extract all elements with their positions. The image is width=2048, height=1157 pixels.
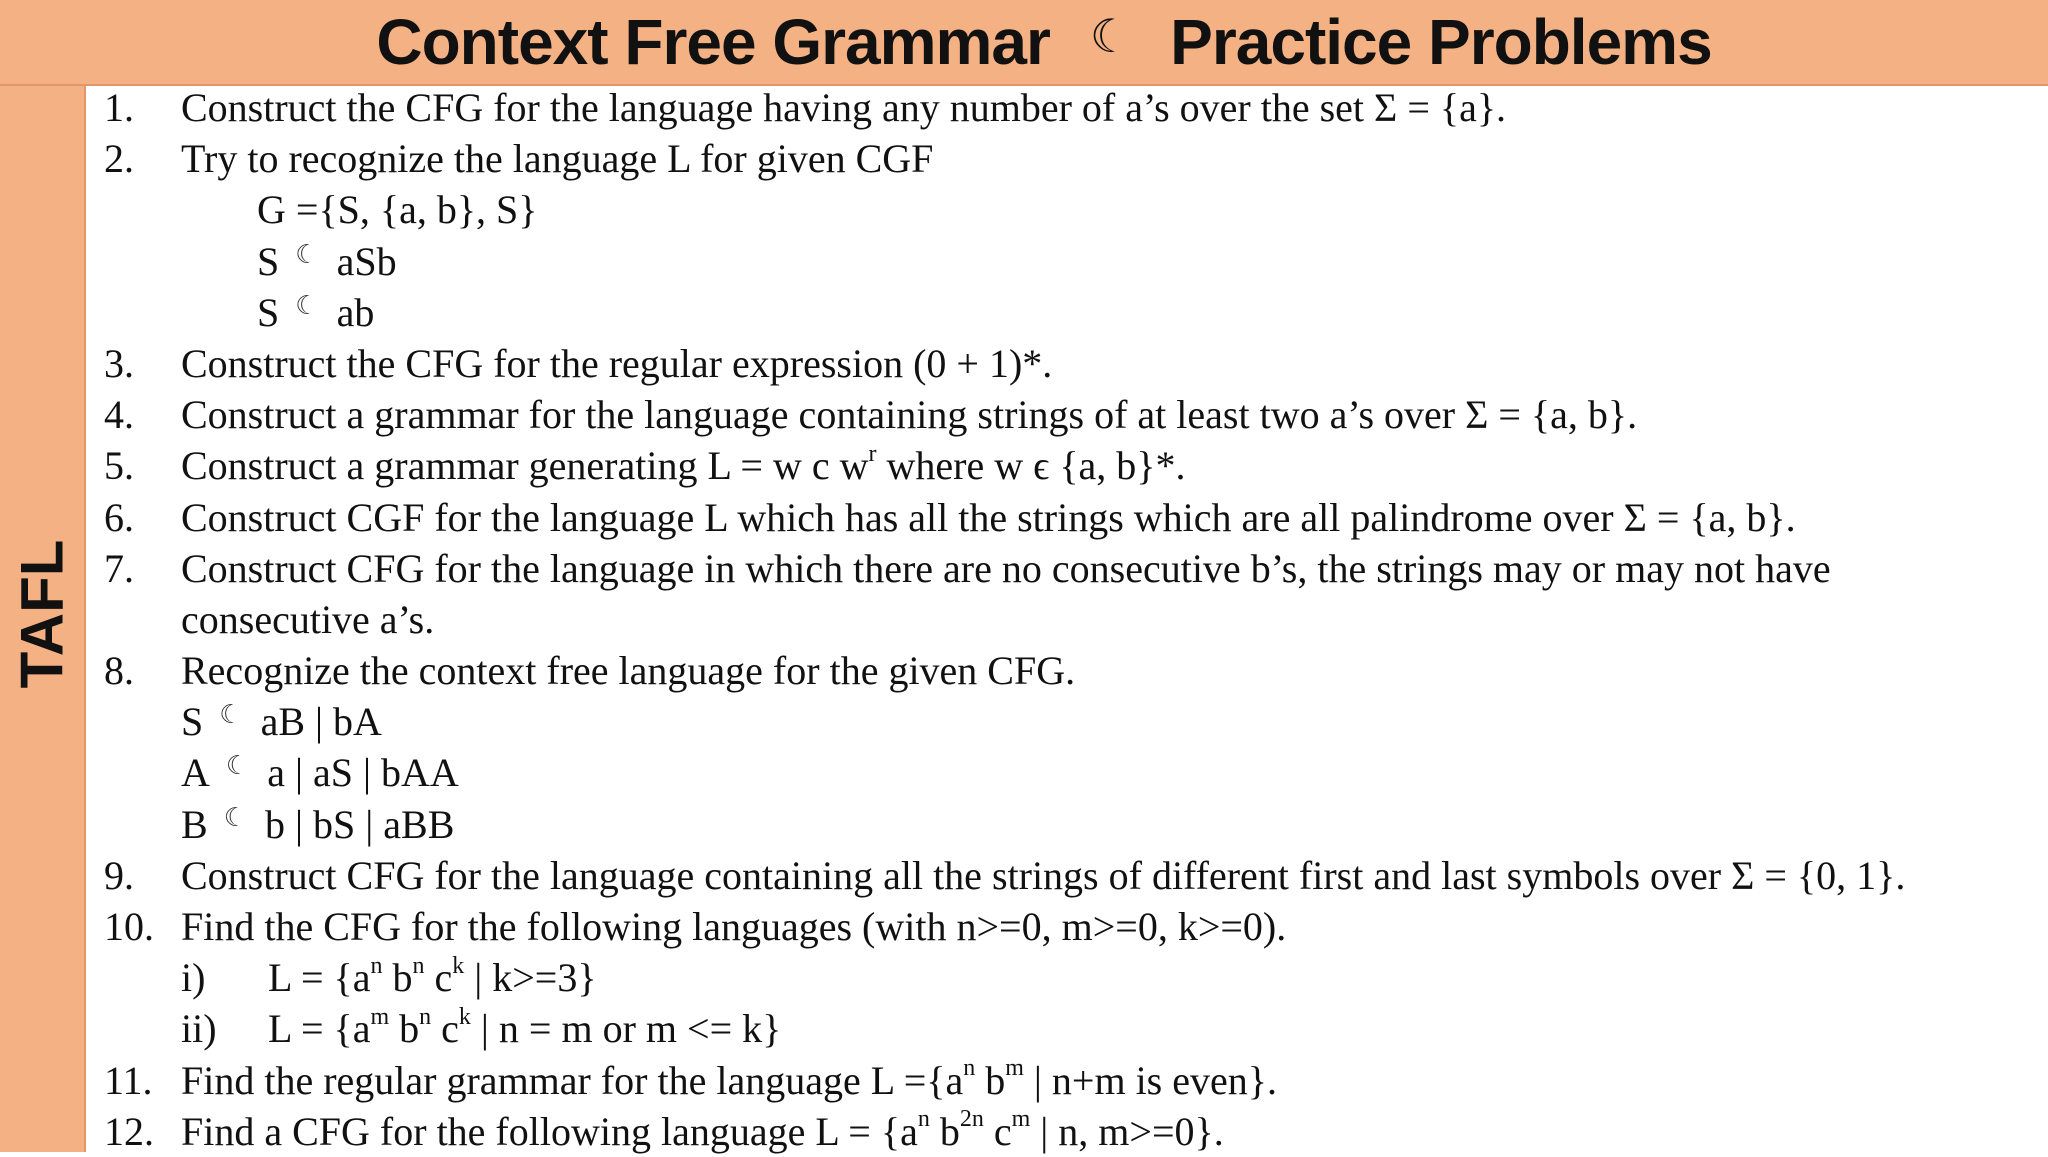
problem-number: 8. [104, 648, 134, 694]
problem-number: 9. [104, 852, 134, 898]
text-part: | n+m is even}. [1023, 1057, 1277, 1103]
title-arrow-icon: ☾ [1089, 10, 1131, 62]
production-rule [104, 747, 2034, 798]
sidebar [0, 86, 86, 1152]
problem-5 [104, 440, 2034, 491]
problem-number: 5. [104, 443, 134, 489]
problem-number: 7. [104, 545, 134, 591]
title-right: Practice Problems [1170, 6, 1712, 78]
rule-rhs: aB | bA [260, 699, 382, 745]
rule-lhs: A [181, 750, 210, 796]
problem-number: 12. [104, 1108, 154, 1154]
problem-4 [104, 389, 2034, 440]
problem-text [181, 1055, 1277, 1106]
problem-7 [104, 543, 2034, 594]
arrow-icon: ☾ [295, 290, 319, 320]
sub-problem-text [268, 952, 597, 1003]
text-part: | n, m>=0}. [1030, 1108, 1224, 1154]
superscript: n [412, 952, 425, 979]
problem-12 [104, 1106, 2034, 1157]
production-rule [104, 696, 2034, 747]
sidebar-label: TAFL [8, 539, 76, 689]
superscript: k [452, 952, 465, 979]
text-part: Construct a grammar generating L = w c w [181, 443, 869, 489]
text-part: b [929, 1108, 960, 1154]
production-rule [104, 236, 2034, 287]
arrow-icon: ☾ [219, 700, 243, 730]
problem-number: 4. [104, 392, 134, 438]
problem-7-continuation [104, 594, 2034, 645]
problem-text: Construct the CFG for the regular expression (0 + 1)*. [181, 340, 1053, 386]
grammar-definition [104, 184, 2034, 235]
text-part: Find a CFG for the following language L = {a [181, 1108, 918, 1154]
superscript: n [963, 1055, 976, 1082]
superscript: n [370, 952, 383, 979]
problem-number: 6. [104, 494, 134, 540]
problem-1 [104, 82, 2034, 133]
superscript: r [868, 440, 877, 467]
sub-problem-i [104, 952, 2034, 1003]
problem-number: 3. [104, 340, 134, 386]
slide-title [376, 5, 1711, 79]
production-rule [104, 799, 2034, 850]
text-part: c [424, 955, 453, 1001]
sub-problem-number: ii) [181, 1006, 217, 1052]
problem-text: Try to recognize the language L for given CGF [181, 136, 934, 182]
rule-rhs: a | aS | bAA [267, 750, 459, 796]
problem-text [181, 1106, 1224, 1157]
problem-text: Construct the CFG for the language having any number of a’s over the set Σ = {a}. [181, 85, 1507, 130]
superscript: k [458, 1004, 471, 1031]
superscript: m [1005, 1055, 1024, 1082]
rule-lhs: S [257, 238, 280, 284]
sub-problem-ii [104, 1003, 2034, 1054]
superscript: m [370, 1004, 390, 1031]
text-part: L = {a [268, 955, 371, 1001]
text-part: c [431, 1006, 459, 1052]
production-rule [104, 287, 2034, 338]
superscript: n [419, 1004, 432, 1031]
problem-number: 11. [104, 1057, 153, 1103]
problem-number: 10. [104, 904, 154, 949]
problem-text: Construct CFG for the language in which there are no consecutive b’s, the strings may or may not have [181, 545, 1831, 591]
problem-text: consecutive a’s. [181, 596, 435, 642]
text-part: | n = m or m <= k} [470, 1006, 782, 1052]
sub-problem-text [268, 1003, 781, 1054]
text-part: b [975, 1057, 1006, 1103]
problem-3 [104, 338, 2034, 389]
title-left: Context Free Grammar [376, 6, 1050, 78]
grammar-tuple: G ={S, {a, b}, S} [257, 187, 538, 233]
problem-list [104, 82, 2034, 1157]
rule-rhs: ab [336, 289, 375, 335]
problem-6 [104, 492, 2034, 543]
production [181, 747, 459, 803]
problem-10 [104, 901, 2034, 952]
text-part: b [389, 1006, 420, 1052]
rule-rhs: aSb [336, 238, 397, 284]
production [257, 236, 397, 292]
problem-11 [104, 1055, 2034, 1106]
text-part: where w ϵ {a, b}*. [876, 443, 1186, 489]
problem-text [181, 440, 1185, 491]
production [181, 696, 382, 752]
problem-number: 2. [104, 136, 134, 182]
problem-number: 1. [104, 85, 134, 130]
superscript: 2n [959, 1106, 984, 1133]
problem-9 [104, 850, 2034, 901]
production [181, 799, 454, 855]
text-part: b [382, 955, 413, 1001]
rule-rhs: b | bS | aBB [265, 801, 455, 847]
arrow-icon: ☾ [225, 751, 250, 781]
problem-2 [104, 133, 2034, 184]
arrow-icon: ☾ [223, 802, 247, 832]
sub-problem-number: i) [181, 955, 206, 1001]
rule-lhs: B [181, 801, 208, 847]
production [257, 287, 374, 343]
problem-text: Construct a grammar for the language containing strings of at least two a’s over Σ = {a, b}. [181, 392, 1638, 438]
rule-lhs: S [181, 699, 204, 745]
superscript: m [1011, 1106, 1031, 1133]
text-part: | k>=3} [464, 955, 597, 1001]
problem-text: Recognize the context free language for the given CFG. [181, 648, 1076, 694]
rule-lhs: S [257, 289, 280, 335]
problem-8 [104, 645, 2034, 696]
text-part: c [983, 1108, 1012, 1154]
text-part: Find the regular grammar for the language L ={a [181, 1057, 964, 1103]
title-bar [0, 0, 2048, 86]
problem-text: Construct CFG for the language containing all the strings of different first and last symbols over Σ = {0, 1}. [181, 852, 1906, 898]
problem-text: Find the CFG for the following languages (with n>=0, m>=0, k>=0). [181, 904, 1287, 949]
text-part: L = {a [268, 1006, 371, 1052]
superscript: n [917, 1106, 930, 1133]
problem-text: Construct CGF for the language L which has all the strings which are all palindrome over Σ = {a, b}. [181, 494, 1796, 540]
arrow-icon: ☾ [295, 239, 319, 269]
